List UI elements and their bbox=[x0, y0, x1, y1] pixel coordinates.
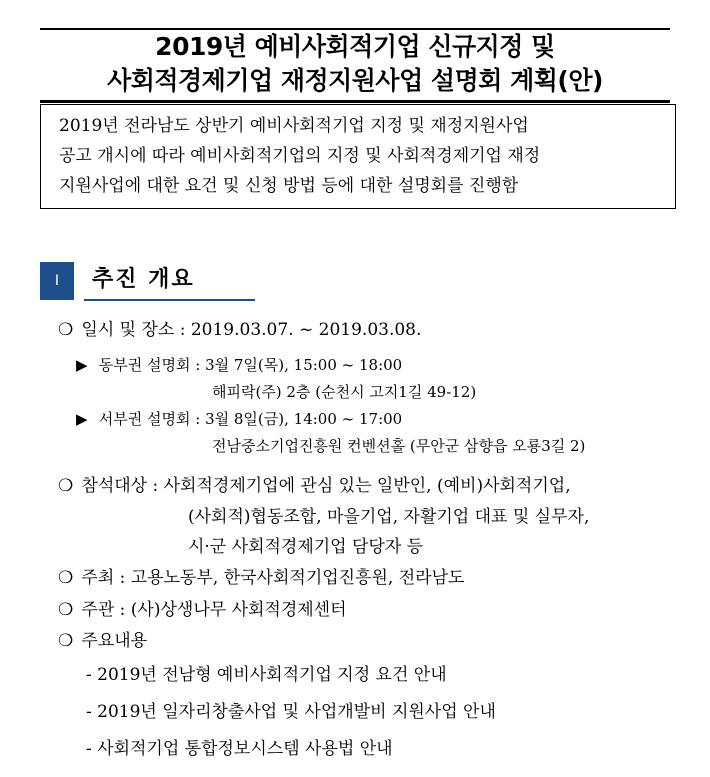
content-item-3 bbox=[86, 737, 393, 761]
section-underline bbox=[84, 299, 255, 301]
dash-bullet-icon: - bbox=[86, 702, 92, 722]
east-venue-text: 해피락(주) 2층 (순천시 고지1길 49-12) bbox=[212, 383, 477, 401]
organizer-text: 주관 : (사)상생나무 사회적경제센터 bbox=[81, 600, 347, 620]
list-item-organizer bbox=[58, 598, 347, 622]
summary-box bbox=[40, 104, 676, 209]
section-title: 추진 개요 bbox=[92, 267, 195, 292]
west-venue-text: 전남중소기업진흥원 컨벤션홀 (무안군 삼향읍 오룡3길 2) bbox=[212, 437, 586, 455]
title-line-2: 사회적경제기업 재정지원사업 설명회 계획(안) bbox=[107, 66, 603, 95]
summary-line-1: 2019년 전라남도 상반기 예비사회적기업 지정 및 재정지원사업 bbox=[59, 116, 529, 136]
list-item-west-session bbox=[76, 408, 402, 430]
circle-bullet-icon: ❍ bbox=[58, 600, 74, 620]
west-session-text: 서부권 설명회 : 3월 8일(금), 14:00 ~ 17:00 bbox=[98, 410, 403, 428]
circle-bullet-icon: ❍ bbox=[58, 320, 74, 340]
list-item-east-session bbox=[76, 354, 402, 376]
circle-bullet-icon: ❍ bbox=[58, 476, 74, 496]
triangle-bullet-icon: ▶ bbox=[76, 356, 88, 374]
title-bottom-rule bbox=[40, 100, 670, 103]
dash-bullet-icon: - bbox=[86, 665, 92, 685]
title-line-1: 2019년 예비사회적기업 신규지정 및 bbox=[155, 32, 555, 61]
list-item-date bbox=[58, 318, 421, 342]
content-text-3: 사회적기업 통합정보시스템 사용법 안내 bbox=[97, 739, 393, 759]
target-text-2: (사회적)협동조합, 마을기업, 자활기업 대표 및 실무자, bbox=[188, 507, 590, 527]
document-title bbox=[40, 28, 670, 103]
dash-bullet-icon: - bbox=[86, 739, 92, 759]
list-item-target bbox=[58, 474, 571, 498]
content-item-2 bbox=[86, 700, 496, 724]
triangle-bullet-icon: ▶ bbox=[76, 410, 88, 428]
summary-line-2: 공고 개시에 따라 예비사회적기업의 지정 및 사회적경제기업 재정 bbox=[59, 146, 541, 166]
content-text-1: 2019년 전남형 예비사회적기업 지정 요건 안내 bbox=[97, 665, 447, 685]
date-text: 일시 및 장소 : 2019.03.07. ~ 2019.03.08. bbox=[81, 320, 422, 340]
content-item-1 bbox=[86, 663, 447, 687]
target-text-1: 참석대상 : 사회적경제기업에 관심 있는 일반인, (예비)사회적기업, bbox=[81, 476, 571, 496]
target-text-3: 시·군 사회적경제기업 담당자 등 bbox=[188, 537, 424, 557]
list-item-content bbox=[58, 629, 147, 653]
circle-bullet-icon: ❍ bbox=[58, 568, 74, 588]
circle-bullet-icon: ❍ bbox=[58, 631, 74, 651]
section-header-1 bbox=[40, 262, 255, 300]
content-text-2: 2019년 일자리창출사업 및 사업개발비 지원사업 안내 bbox=[97, 702, 496, 722]
east-session-text: 동부권 설명회 : 3월 7일(목), 15:00 ~ 18:00 bbox=[98, 356, 403, 374]
content-label: 주요내용 bbox=[81, 631, 148, 651]
list-item-host bbox=[58, 566, 464, 590]
host-text: 주최 : 고용노동부, 한국사회적기업진흥원, 전라남도 bbox=[81, 568, 465, 588]
summary-line-3: 지원사업에 대한 요건 및 신청 방법 등에 대한 설명회를 진행함 bbox=[59, 176, 519, 196]
section-number: I bbox=[40, 262, 74, 300]
